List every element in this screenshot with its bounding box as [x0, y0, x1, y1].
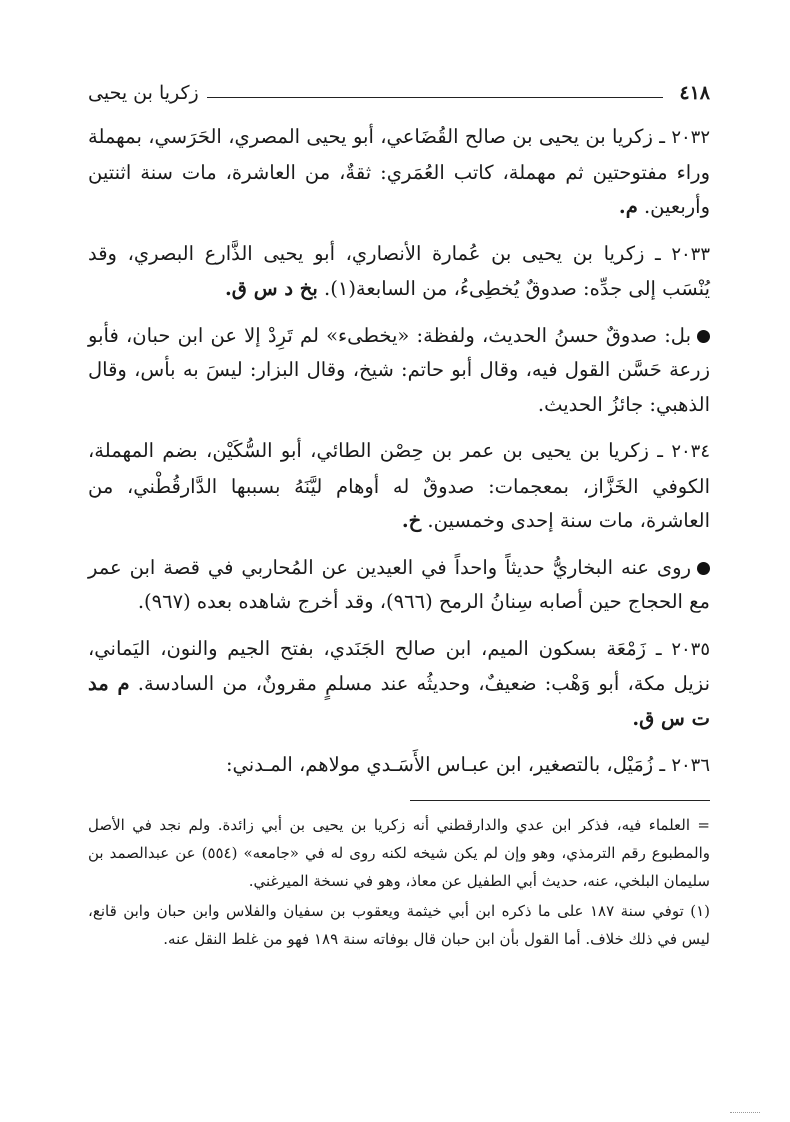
biography-entry-2036 — [88, 748, 710, 784]
comment-text: بل: صدوقٌ حسنُ الحديث، ولفظة: «يخطىء» لم تَرِدْ إلا عن ابن حبان، فأبو زرعة حَسَّن القول فيه، وقال أبو حاتم: شيخ، وقال البزار: ليسَ به بأس، وقال الذهبي: جائزُ الحديث. — [88, 323, 710, 416]
entry-number: ٢٠٣٦ — [671, 755, 710, 776]
running-header — [88, 78, 710, 108]
biography-entry-2035 — [88, 632, 710, 737]
editor-comment — [88, 319, 710, 423]
entry-text: ـ زكريا بن يحيى بن صالح القُضَاعي، أبو يحيى المصري، الحَرَسي، بمهملة وراء مفتوحتين ثم مهملة، كاتب العُمَري: ثقةٌ، من العاشرة، مات سنة اثنتين وأربعين. — [88, 125, 710, 218]
page-number: ٤١٨ — [679, 82, 710, 104]
entry-symbols: خ. — [401, 509, 422, 532]
comment-text: روى عنه البخاريُّ حديثاً واحداً في العيدين عن المُحاربي في قصة ابن عمر مع الحجاج حين أصابه سِنانُ الرمح (٩٦٦)، وقد أخرج شاهده بعده (٩٦٧). — [88, 555, 710, 613]
entry-number: ٢٠٣٤ — [671, 441, 710, 462]
entry-symbols: م. — [618, 195, 638, 218]
entry-number: ٢٠٣٥ — [671, 638, 710, 660]
entry-symbols: م مد ت س ق. — [88, 672, 710, 730]
footnote-continuation: = العلماء فيه، فذكر ابن عدي والدارقطني أنه زكريا بن يحيى بن أبي زائدة. ولم نجد في الأصل والمطبوع رقم الترمذي، وهو وإن لم يكن شيخه لكنه روى له في «جامعه» (٥٥٤) عن عبدالصمد بن سليمان البلخي، عنه، حديث أبي الطفيل عن معاذ، وهو في نسخة الميرغني. — [88, 815, 710, 890]
entries-list — [88, 120, 710, 784]
bullet-dot-icon — [697, 330, 710, 343]
entry-text: ـ زَمْعَة بسكون الميم، ابن صالح الجَنَدي، بفتح الجيم والنون، اليَماني، نزيل مكة، أبو وَهْب: ضعيفٌ، وحديثُه عند مسلمٍ مقرونٌ، من السادسة. — [88, 636, 710, 695]
entry-text: ـ زكريا بن يحيى بن عمر بن حِصْن الطائي، أبو السُّكَيْن، بضم المهملة، الكوفي الخَزَّاز، بمعجمات: صدوقٌ له أوهام ليَّنَهُ بسببها الدَّارقُطْني، من العاشرة، مات سنة إحدى وخمسين. — [88, 439, 710, 532]
header-rule — [207, 97, 664, 98]
page-edge-mark — [730, 1110, 760, 1113]
entry-number: ٢٠٣٣ — [671, 243, 710, 265]
bullet-dot-icon — [697, 562, 710, 575]
entry-text: ـ زكريا بن يحيى بن عُمارة الأنصاري، أبو يحيى الذَّارع البصري، وقد يُنْسَب إلى جدِّه: صدوقٌ يُخطِىءُ، من السابعة(١). — [88, 241, 710, 300]
running-title: زكريا بن يحيى — [88, 82, 199, 104]
biography-entry-2034 — [88, 434, 710, 539]
book-page — [88, 78, 710, 955]
entry-symbols: بخ د س ق. — [225, 277, 318, 300]
footnotes — [88, 811, 710, 953]
editor-comment — [88, 551, 710, 620]
biography-entry-2032 — [88, 120, 710, 225]
footnote-separator — [410, 800, 710, 801]
entry-number: ٢٠٣٢ — [671, 127, 710, 148]
biography-entry-2033 — [88, 237, 710, 307]
entry-text: ـ زُمَيْل، بالتصغير، ابن عبـاس الأَسَـدي مولاهم، المـدني: — [225, 753, 666, 776]
footnote-1: (١) توفي سنة ١٨٧ على ما ذكره ابن أبي خيثمة ويعقوب بن سفيان والفلاس وابن حبان وابن قانع، ليس في ذلك خلاف. أما القول بأن ابن حبان قال بوفاته سنة ١٨٩ فهو من غلط النقل عنه. — [88, 901, 710, 948]
